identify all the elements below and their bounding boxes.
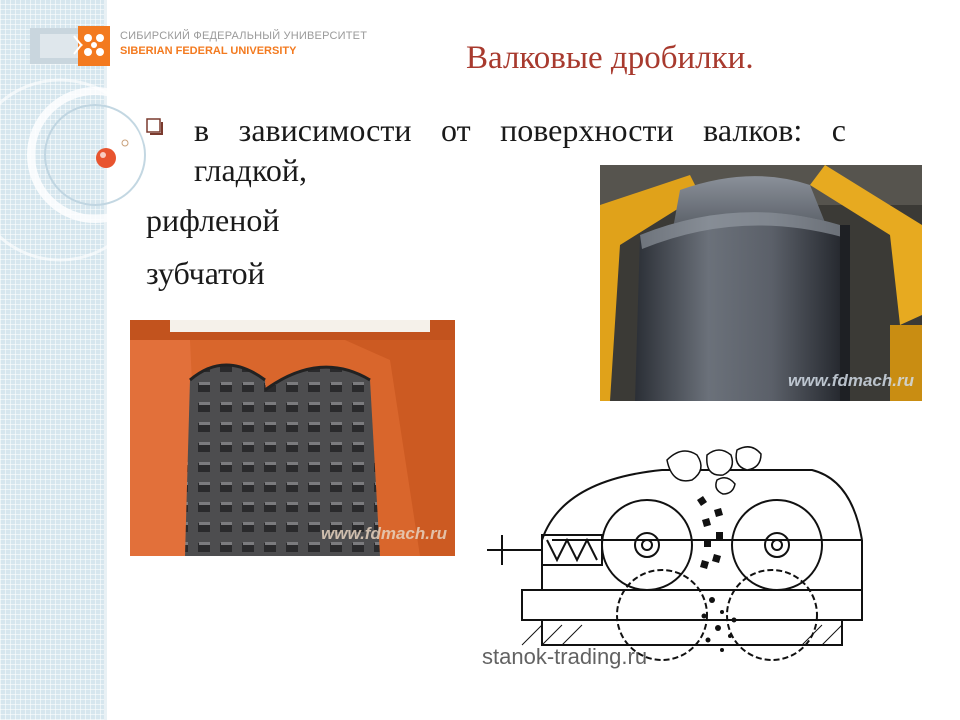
university-name-en: SIBERIAN FEDERAL UNIVERSITY	[120, 45, 297, 57]
square-bullet-icon	[146, 118, 163, 135]
text-toothed: зубчатой	[146, 255, 265, 291]
university-name-ru: СИБИРСКИЙ ФЕДЕРАЛЬНЫЙ УНИВЕРСИТЕТ	[120, 30, 368, 42]
university-logo-icon	[30, 20, 115, 72]
schematic-watermark: stanok-trading.ru	[482, 644, 648, 669]
text-ribbed: рифленой	[146, 202, 280, 238]
smooth-rolls-photo	[600, 165, 922, 401]
toothed-rolls-watermark: www.fdmach.ru	[321, 524, 447, 543]
toothed-rolls-photo	[130, 320, 455, 556]
roll-crusher-schematic	[482, 440, 882, 678]
bullet-text-line2: гладкой,	[194, 152, 307, 188]
bullet-text-line1: в зависимости от поверхности валков: с	[194, 112, 846, 148]
slide-title: Валковые дробилки.	[466, 40, 754, 76]
smooth-rolls-watermark: www.fdmach.ru	[788, 371, 914, 390]
